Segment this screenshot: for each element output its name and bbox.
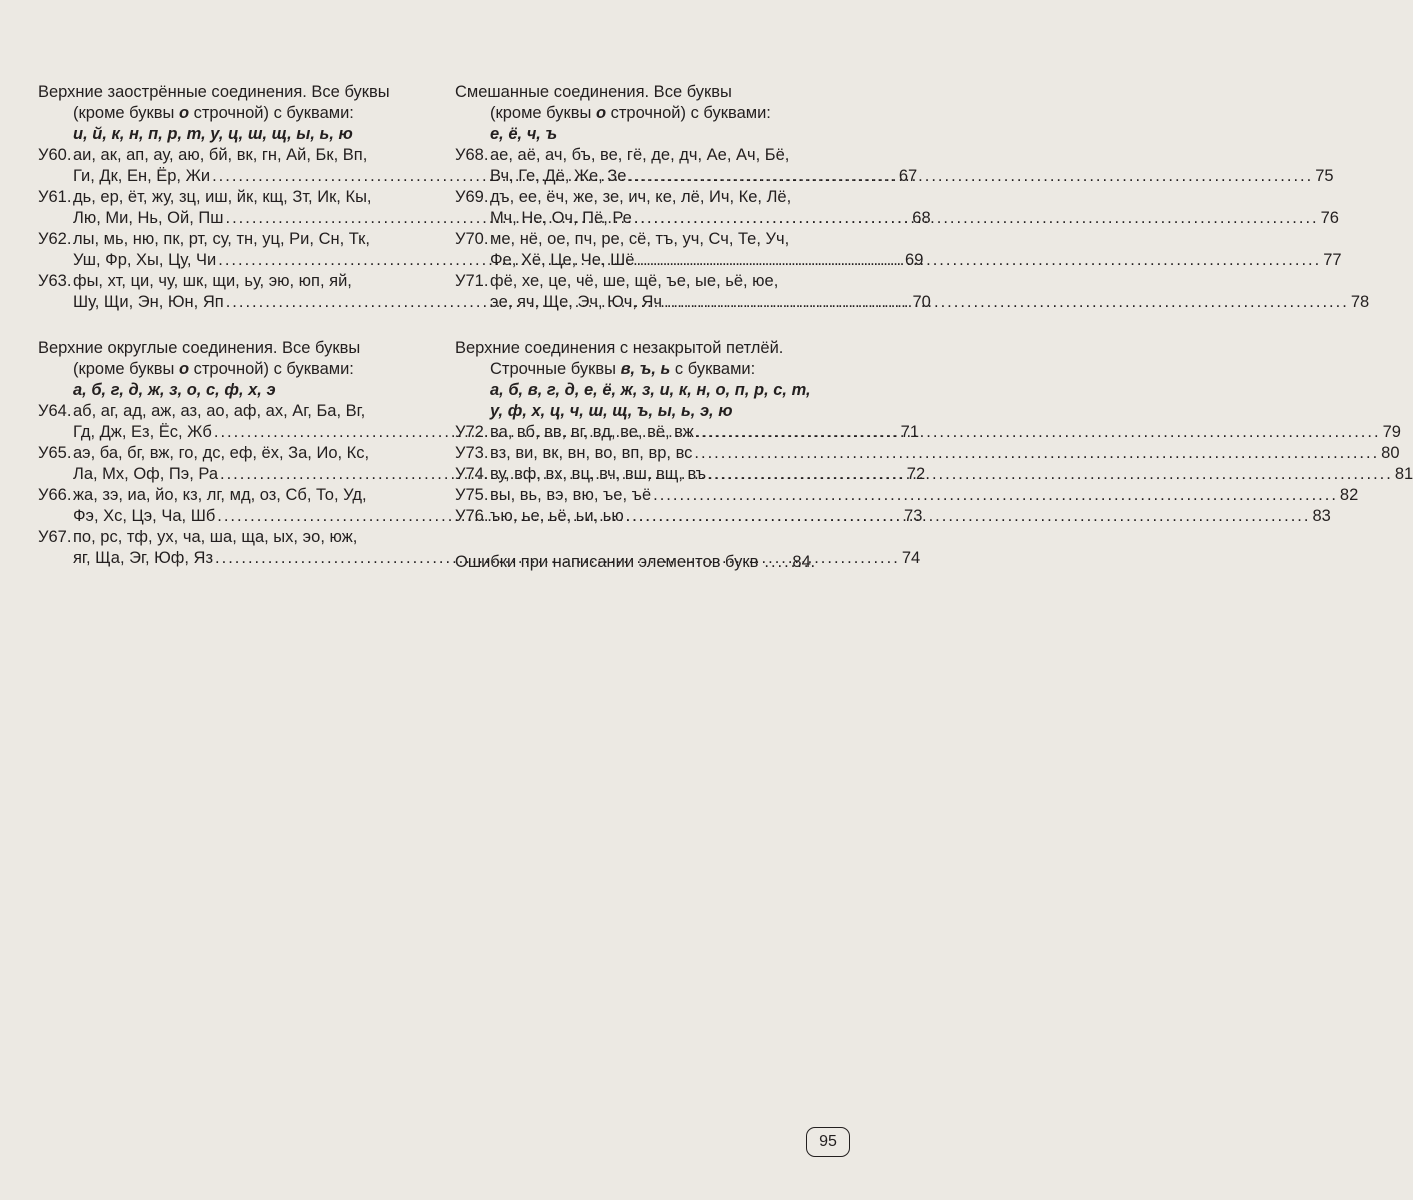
entry-text-cont: Фэ, Хс, Цэ, Ча, Шб: [73, 507, 216, 525]
entry-number: У62.: [38, 230, 72, 248]
entry-text: аэ, ба, бг, вж, го, дс, еф, ёх, За, Ио, Кс,: [73, 444, 370, 462]
section-subtitle: Строчные буквы в, ъ, ь с буквами:: [490, 360, 756, 378]
dot-leader: [764, 552, 790, 573]
entry-number: У63.: [38, 272, 72, 290]
entry-page: 74: [901, 549, 921, 567]
section-subtitle: (кроме буквы о строчной) с буквами:: [490, 104, 771, 122]
entry-text: дь, ер, ёт, жу, зц, иш, йк, кщ, Зт, Ик, Кы,: [73, 188, 372, 206]
section-title: Верхние соединения с незакрытой петлёй.: [455, 339, 784, 357]
dot-leader: [696, 422, 1381, 443]
dot-leader: [664, 292, 1349, 313]
section-subtitle: (кроме буквы о строчной) с буквами:: [73, 360, 354, 378]
entry-number: У66.: [38, 486, 72, 504]
entry-page: 77: [1323, 251, 1342, 269]
entry-number: У60.: [38, 146, 72, 164]
toc-entry-mistakes[interactable]: [455, 552, 835, 573]
entry-text-cont: Мч, Не, Оч, Пё, Ре: [490, 209, 632, 227]
entry-text-cont: Фе, Хё, Це, Че, Шё: [490, 251, 635, 269]
entry-text: Ошибки при написании элементов букв: [455, 553, 759, 571]
entry-text: дъ, ее, ёч, же, зе, ич, ке, лё, Ич, Ке, Лё,: [490, 188, 792, 206]
entry-text-cont: Ла, Мх, Оф, Пэ, Ра: [73, 465, 218, 483]
entry-text-cont: Уш, Фр, Хы, Цу, Чи: [73, 251, 217, 269]
entry-page: 83: [1312, 507, 1331, 525]
dot-leader: [694, 443, 1379, 464]
entry-text: ъю, ье, ьё, ьи, ью: [490, 507, 624, 525]
entry-number: У72.: [455, 423, 489, 441]
entry-page: 81: [1394, 465, 1413, 483]
section-letters-line2: у, ф, х, ц, ч, ш, щ, ъ, ы, ь, э, ю: [490, 402, 733, 420]
entry-number: У71.: [455, 272, 489, 290]
entry-number: У73.: [455, 444, 489, 462]
dot-leader: [708, 464, 1393, 485]
entry-text: ва, вб, вв, вг, вд, ве, вё, вж: [490, 423, 694, 441]
toc-entry-u73[interactable]: [455, 443, 1400, 464]
entry-number: У68.: [455, 146, 489, 164]
entry-text: ву, вф, вх, вц, вч, вш, вщ, въ: [490, 465, 707, 483]
entry-page: 75: [1315, 167, 1334, 185]
dot-leader: [653, 485, 1338, 506]
entry-number: У67.: [38, 528, 72, 546]
entry-page: 67: [898, 167, 918, 185]
entry-text-cont: Вч, Ге, Дё, Же, Зе: [490, 167, 627, 185]
entry-number: У75.: [455, 486, 489, 504]
section-subtitle: (кроме буквы о строчной) с буквами:: [73, 104, 354, 122]
section-title: Смешанные соединения. Все буквы: [455, 83, 732, 101]
entry-text-cont: Ги, Дк, Ен, Ёр, Жи: [73, 167, 211, 185]
entry-text: вз, ви, вк, вн, во, вп, вр, вс: [490, 444, 693, 462]
entry-page: 76: [1320, 209, 1339, 227]
entry-page: 70: [912, 293, 931, 311]
entry-page: 69: [905, 251, 924, 269]
entry-text: аи, ак, ап, ау, аю, бй, вк, гн, Ай, Бк, Вп,: [73, 146, 368, 164]
entry-text: фы, хт, ци, чу, шк, щи, ьу, эю, юп, яй,: [73, 272, 352, 290]
entry-page: 72: [906, 465, 926, 483]
entry-text: по, рс, тф, ух, ча, ша, ща, ых, эо, юж,: [73, 528, 358, 546]
entry-number: У74.: [455, 465, 489, 483]
page-number: 95: [806, 1127, 850, 1157]
entry-page: 73: [904, 507, 923, 525]
dot-leader: [626, 506, 1311, 527]
entry-number: У61.: [38, 188, 72, 206]
entry-page: 82: [1339, 486, 1359, 504]
section-letters: е, ё, ч, ъ: [490, 125, 558, 143]
entry-text: фё, хе, це, чё, ше, щё, ъе, ые, ьё, юе,: [490, 272, 779, 290]
entry-number: У65.: [38, 444, 72, 462]
dot-leader: [634, 208, 1319, 229]
entry-text-cont: эе, яч, Ще, Эч, Юч, Яч: [490, 293, 663, 311]
entry-page: 80: [1381, 444, 1400, 462]
dot-leader: [628, 166, 1313, 187]
section-letters: а, б, г, д, ж, з, о, с, ф, х, э: [73, 381, 276, 399]
toc-entry-u75[interactable]: [455, 485, 1359, 506]
entry-text-cont: Лю, Ми, Нь, Ой, Пш: [73, 209, 224, 227]
entry-text-cont: Шу, Щи, Эн, Юн, Яп: [73, 293, 224, 311]
entry-text: жа, зэ, иа, йо, кз, лг, мд, оз, Сб, То, Уд,: [73, 486, 367, 504]
entry-text: аб, аг, ад, аж, аз, ао, аф, ах, Аг, Ба, Вг,: [73, 402, 366, 420]
entry-page: 78: [1350, 293, 1370, 311]
section-title: Верхние заострённые соединения. Все буквы: [38, 83, 390, 101]
section-letters-line1: а, б, в, г, д, е, ё, ж, з, и, к, н, о, п, р, с, т,: [490, 381, 811, 399]
entry-page: 68: [912, 209, 931, 227]
entry-text: ме, нё, ое, пч, ре, сё, тъ, уч, Сч, Те, Уч,: [490, 230, 790, 248]
entry-number: У76.: [455, 507, 489, 525]
entry-number: У69.: [455, 188, 489, 206]
entry-page: 79: [1382, 423, 1401, 441]
section-title: Верхние округлые соединения. Все буквы: [38, 339, 361, 357]
entry-text: ае, аё, ач, бъ, ве, гё, де, дч, Ае, Ач, Бё,: [490, 146, 790, 164]
entry-number: У70.: [455, 230, 489, 248]
entry-text-cont: яг, Ща, Эг, Юф, Яз: [73, 549, 214, 567]
entry-page: 84: [792, 553, 811, 571]
entry-page: 71: [900, 423, 919, 441]
dot-leader: [636, 250, 1321, 271]
entry-text-cont: Гд, Дж, Ез, Ёс, Жб: [73, 423, 212, 441]
entry-number: У64.: [38, 402, 72, 420]
entry-text: вы, вь, вэ, вю, ъе, ъё: [490, 486, 652, 504]
section-letters: и, й, к, н, п, р, т, у, ц, ш, щ, ы, ь, ю: [73, 125, 353, 143]
entry-text: лы, мь, ню, пк, рт, су, тн, уц, Ри, Сн, Тк,: [73, 230, 370, 248]
